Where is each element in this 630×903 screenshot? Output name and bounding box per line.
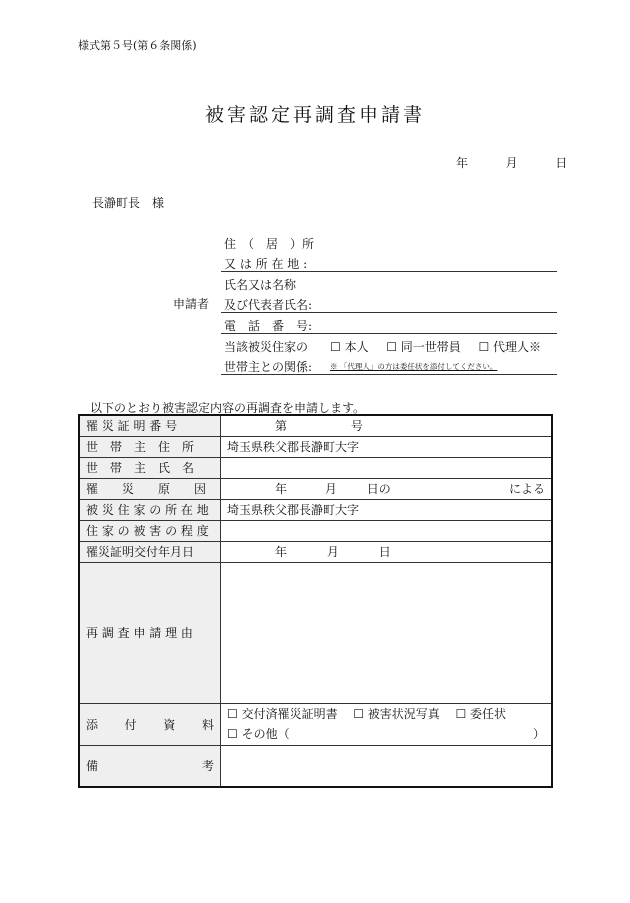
attach-proxy-checkbox[interactable]: ☐ 委任状 bbox=[455, 707, 507, 721]
relation-self-checkbox[interactable]: ☐ 本人 bbox=[330, 340, 369, 354]
attach-other-checkbox[interactable]: ☐ その他（ bbox=[227, 727, 290, 741]
name-label-line1: 氏名又は名称 bbox=[224, 278, 297, 292]
damage-degree-field[interactable] bbox=[221, 520, 553, 541]
damaged-house-location-field[interactable]: 埼玉県秩父郡長瀞町大字 bbox=[221, 499, 553, 520]
date-year: 年 bbox=[456, 156, 469, 170]
attachments-label: 添 付 資 料 bbox=[79, 703, 221, 745]
household-head-address-label: 世 帯 主 住 所 bbox=[79, 436, 221, 457]
page-title: 被害認定再調査申請書 bbox=[204, 104, 425, 126]
reason-field[interactable] bbox=[221, 562, 553, 703]
divider bbox=[221, 333, 557, 334]
attach-other-close: ） bbox=[532, 727, 545, 741]
relation-label-line1: 当該被災住家の bbox=[224, 340, 309, 354]
damaged-house-location-label: 被 災 住 家 の 所 在 地 bbox=[79, 499, 221, 520]
cert-number-label: 罹 災 証 明 番 号 bbox=[79, 415, 221, 436]
intro-text: 以下のとおり被害認定内容の再調査を申請します。 bbox=[90, 401, 366, 415]
addressee: 長瀞町長 様 bbox=[92, 196, 165, 210]
date-month: 月 bbox=[505, 156, 518, 170]
divider bbox=[221, 312, 557, 313]
remarks-label: 備 考 bbox=[79, 745, 221, 787]
cause-month: 月 bbox=[324, 482, 337, 496]
date-day: 日 bbox=[555, 156, 568, 170]
disaster-cause-field[interactable] bbox=[221, 478, 553, 499]
divider bbox=[221, 374, 557, 375]
household-head-address-field[interactable]: 埼玉県秩父郡長瀞町大字 bbox=[221, 436, 553, 457]
phone-label: 電 話 番 号: bbox=[224, 319, 313, 333]
attachments-field bbox=[221, 703, 553, 745]
agent-note: ※ 「代理人」の方は委任状を添付してください。 bbox=[330, 362, 498, 371]
damage-degree-label: 住 家 の 被 害 の 程 度 bbox=[79, 520, 221, 541]
cert-number-go: 号 bbox=[350, 419, 363, 434]
issue-month: 月 bbox=[326, 545, 339, 559]
attach-photos-checkbox[interactable]: ☐ 被害状況写真 bbox=[353, 707, 440, 721]
household-head-name-field[interactable] bbox=[221, 457, 553, 478]
cert-number-field[interactable] bbox=[221, 415, 553, 436]
address-label-line2: 又 は 所 在 地 : bbox=[224, 257, 308, 271]
issue-day: 日 bbox=[378, 545, 391, 559]
cert-number-dai: 第 bbox=[275, 419, 288, 434]
cause-day: 日の bbox=[366, 482, 391, 496]
issue-year: 年 bbox=[275, 545, 288, 559]
cause-suffix: による bbox=[508, 482, 545, 496]
household-head-name-label: 世 帯 主 氏 名 bbox=[79, 457, 221, 478]
relation-agent-checkbox[interactable]: ☐ 代理人※ bbox=[478, 340, 542, 354]
form-reference: 様式第５号(第６条関係) bbox=[78, 39, 197, 52]
relation-options bbox=[330, 338, 541, 355]
remarks-field[interactable] bbox=[221, 745, 553, 787]
reason-label: 再 調 査 申 請 理 由 bbox=[79, 562, 221, 703]
applicant-label: 申請者 bbox=[173, 297, 210, 311]
relation-label-line2: 世帯主との関係: bbox=[224, 360, 313, 374]
application-table bbox=[78, 414, 553, 788]
attach-cert-checkbox[interactable]: ☐ 交付済罹災証明書 bbox=[227, 707, 338, 721]
issue-date-field[interactable] bbox=[221, 541, 553, 562]
cause-year: 年 bbox=[275, 482, 288, 496]
issue-date-label: 罹災証明交付年月日 bbox=[79, 541, 221, 562]
divider bbox=[221, 271, 557, 272]
address-label-line1: 住 （ 居 ）所 bbox=[224, 237, 315, 251]
date-line bbox=[456, 154, 567, 171]
relation-household-member-checkbox[interactable]: ☐ 同一世帯員 bbox=[386, 340, 461, 354]
disaster-cause-label: 罹 災 原 因 bbox=[79, 478, 221, 499]
name-label-line2: 及び代表者氏名: bbox=[224, 298, 313, 312]
